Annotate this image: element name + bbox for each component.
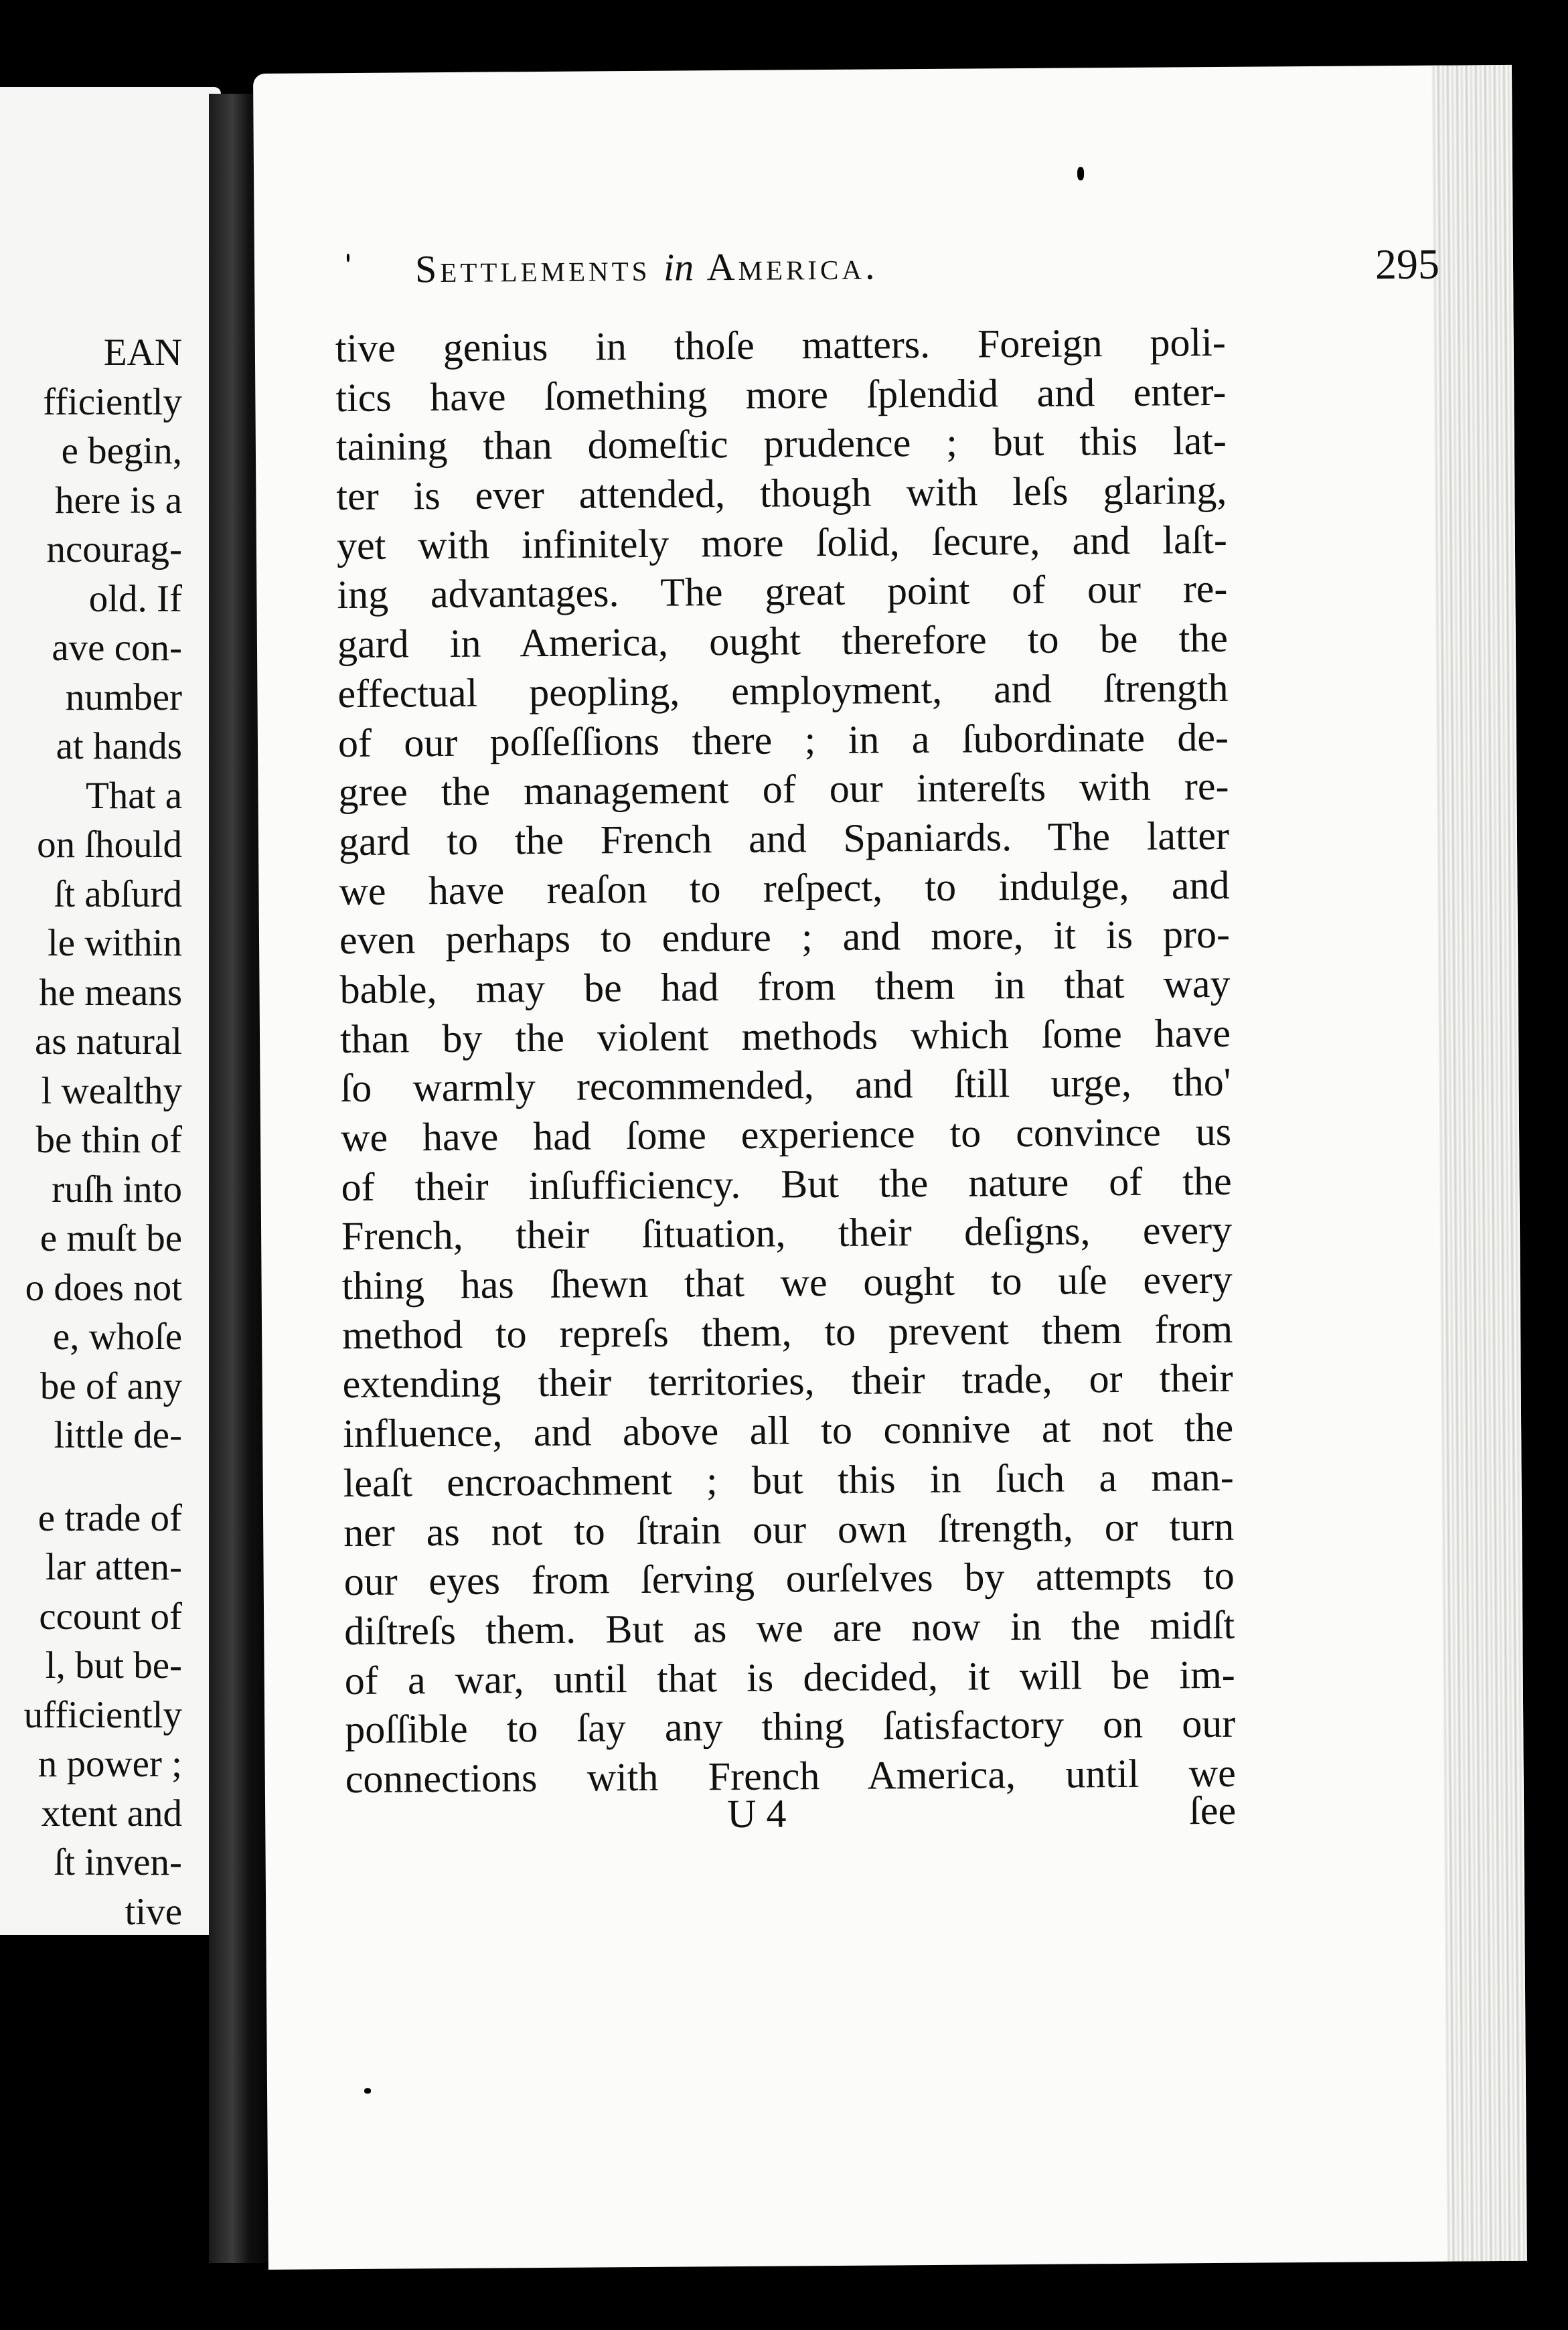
left-page-line: xtent and <box>41 1792 182 1835</box>
text-line <box>336 416 1227 472</box>
left-page-line: le within <box>47 922 182 964</box>
text-line <box>343 1403 1233 1459</box>
text-line-content: our eyes from ſerving ourſelves by attempts to <box>343 1553 1235 1604</box>
text-line-content: ner as not to ſtrain our own ſtrength, or turn <box>343 1504 1235 1555</box>
text-line <box>335 368 1226 423</box>
text-line-content: of their inſufficiency. But the nature of the <box>341 1158 1232 1209</box>
left-page-line: That a <box>85 774 182 817</box>
running-head-settlements: Settlements <box>414 245 651 291</box>
text-line <box>343 1551 1234 1607</box>
ink-speck <box>347 254 349 262</box>
left-page-line: here is a <box>55 479 182 522</box>
text-line <box>340 1008 1231 1064</box>
running-head-in: in <box>663 245 694 289</box>
catchword: ſee <box>1188 1788 1237 1833</box>
text-line <box>342 1354 1233 1409</box>
page-edges <box>1431 65 1527 2262</box>
text-line <box>341 1107 1231 1163</box>
text-line-content: connections with French America, until we <box>345 1750 1236 1802</box>
text-line-content: French, their ſituation, their deſigns, every <box>341 1208 1233 1259</box>
text-line <box>343 1502 1234 1557</box>
text-line-content: yet with infinitely more ſolid, ſecure, and laſt- <box>336 517 1228 568</box>
left-page-line: on ſhould <box>37 824 182 866</box>
text-line-content: even perhaps to endure ; and more, it is pro- <box>339 912 1231 963</box>
text-line-content: tics have ſomething more ſplendid and enter- <box>335 369 1227 420</box>
page-number: 295 <box>1375 240 1440 289</box>
left-page-line: e, whoſe <box>52 1316 182 1358</box>
text-line <box>344 1601 1235 1656</box>
text-line <box>339 811 1229 867</box>
left-page-line: old. If <box>88 577 182 620</box>
text-line <box>339 959 1230 1015</box>
running-head <box>415 240 1439 292</box>
text-line-content: gard to the French and Spaniards. The latter <box>338 813 1230 864</box>
left-page-line: lar atten- <box>45 1546 182 1588</box>
left-page-line: he means <box>39 971 182 1014</box>
text-line-content: ſo warmly recommended, and ſtill urge, tho' <box>340 1060 1231 1111</box>
text-line <box>342 1305 1233 1361</box>
left-page-line: ave con- <box>52 627 182 669</box>
running-head-america: America. <box>706 244 878 289</box>
left-page-text-column <box>24 328 182 1935</box>
text-line <box>341 1255 1232 1311</box>
text-line-content: extending their territories, their trade, or their <box>342 1356 1233 1407</box>
text-line <box>336 466 1227 522</box>
text-line <box>345 1699 1235 1755</box>
text-line-content: ing advantages. The great point of our re- <box>337 566 1228 617</box>
text-line <box>335 318 1226 374</box>
left-facing-page <box>0 87 221 1935</box>
left-page-line: l wealthy <box>41 1069 182 1112</box>
text-line <box>341 1206 1232 1261</box>
text-line-content: gree the management of our intereſts with re- <box>338 764 1229 815</box>
body-text <box>335 318 1236 1804</box>
left-page-line: number <box>65 676 182 718</box>
text-line-content: taining than domeſtic prudence ; but this lat- <box>335 418 1227 469</box>
left-page-line: ruſh into <box>52 1168 182 1211</box>
text-line <box>338 762 1229 818</box>
text-line-content: diſtreſs them. But as we are now in the midſt <box>344 1602 1235 1653</box>
text-line <box>337 664 1228 719</box>
text-line-content: poſſible to ſay any thing ſatisfactory on our <box>345 1701 1236 1752</box>
text-line <box>340 1058 1231 1113</box>
left-page-line: e begin, <box>61 430 182 472</box>
ink-speck <box>1077 167 1084 180</box>
text-line-content: of a war, until that is decided, it will be im- <box>344 1652 1235 1703</box>
left-page-line: ufficiently <box>23 1693 182 1736</box>
left-page-line: e muſt be <box>40 1217 182 1259</box>
left-page-line: l, but be- <box>45 1644 182 1687</box>
text-line-content: bable, may be had from them in that way <box>339 961 1231 1012</box>
left-page-line: at hands <box>56 725 182 767</box>
text-line-content: leaſt encroachment ; but this in ſuch a man- <box>343 1454 1234 1505</box>
text-line-content: influence, and above all to connive at not the <box>342 1405 1234 1456</box>
left-page-line: n power ; <box>37 1743 182 1785</box>
left-page-line: ccount of <box>39 1595 182 1638</box>
text-line-content: than by the violent methods which ſome have <box>339 1010 1231 1061</box>
left-page-line: ncourag- <box>46 528 182 570</box>
left-page-line: ſt inven- <box>54 1841 182 1883</box>
text-line-content: of our poſſeſſions there ; in a ſubordinate de- <box>337 714 1229 765</box>
left-page-line: tive <box>125 1890 182 1933</box>
text-line <box>339 860 1229 916</box>
left-page-line: EAN <box>103 331 182 374</box>
left-page-line: ſt abſurd <box>54 872 182 915</box>
left-page-line: as natural <box>35 1020 182 1063</box>
text-line <box>345 1650 1235 1705</box>
text-line-content: tive genius in thoſe matters. Foreign poli- <box>335 319 1227 371</box>
right-page <box>253 65 1527 2270</box>
page-footer <box>345 1788 1237 1847</box>
text-line <box>337 614 1228 670</box>
text-line <box>337 516 1227 571</box>
left-page-line: fficiently <box>43 380 182 423</box>
text-line-content: method to repreſs them, to prevent them from <box>341 1306 1233 1357</box>
signature-mark: U 4 <box>726 1791 787 1837</box>
left-page-gap <box>24 1460 182 1494</box>
text-line <box>339 910 1230 965</box>
left-page-line: e trade of <box>37 1496 182 1539</box>
text-line <box>337 564 1227 620</box>
text-line-content: we have had ſome experience to convince us <box>340 1109 1232 1160</box>
left-page-line: little de- <box>54 1414 182 1456</box>
text-line-content: we have reaſon to reſpect, to indulge, and <box>339 862 1230 913</box>
text-line-content: ter is ever attended, though with leſs glaring, <box>336 467 1227 519</box>
left-page-line: o does not <box>25 1266 182 1309</box>
text-line-content: thing has ſhewn that we ought to uſe every <box>341 1257 1233 1308</box>
left-page-line: be of any <box>40 1365 182 1407</box>
text-line-content: gard in America, ought therefore to be the <box>337 615 1229 667</box>
text-line <box>338 712 1229 768</box>
text-line <box>341 1157 1231 1213</box>
text-line <box>343 1453 1233 1508</box>
left-page-line: be thin of <box>35 1119 182 1161</box>
text-line-content: effectual peopling, employment, and ſtrength <box>337 665 1229 716</box>
ink-speck <box>364 2088 371 2094</box>
